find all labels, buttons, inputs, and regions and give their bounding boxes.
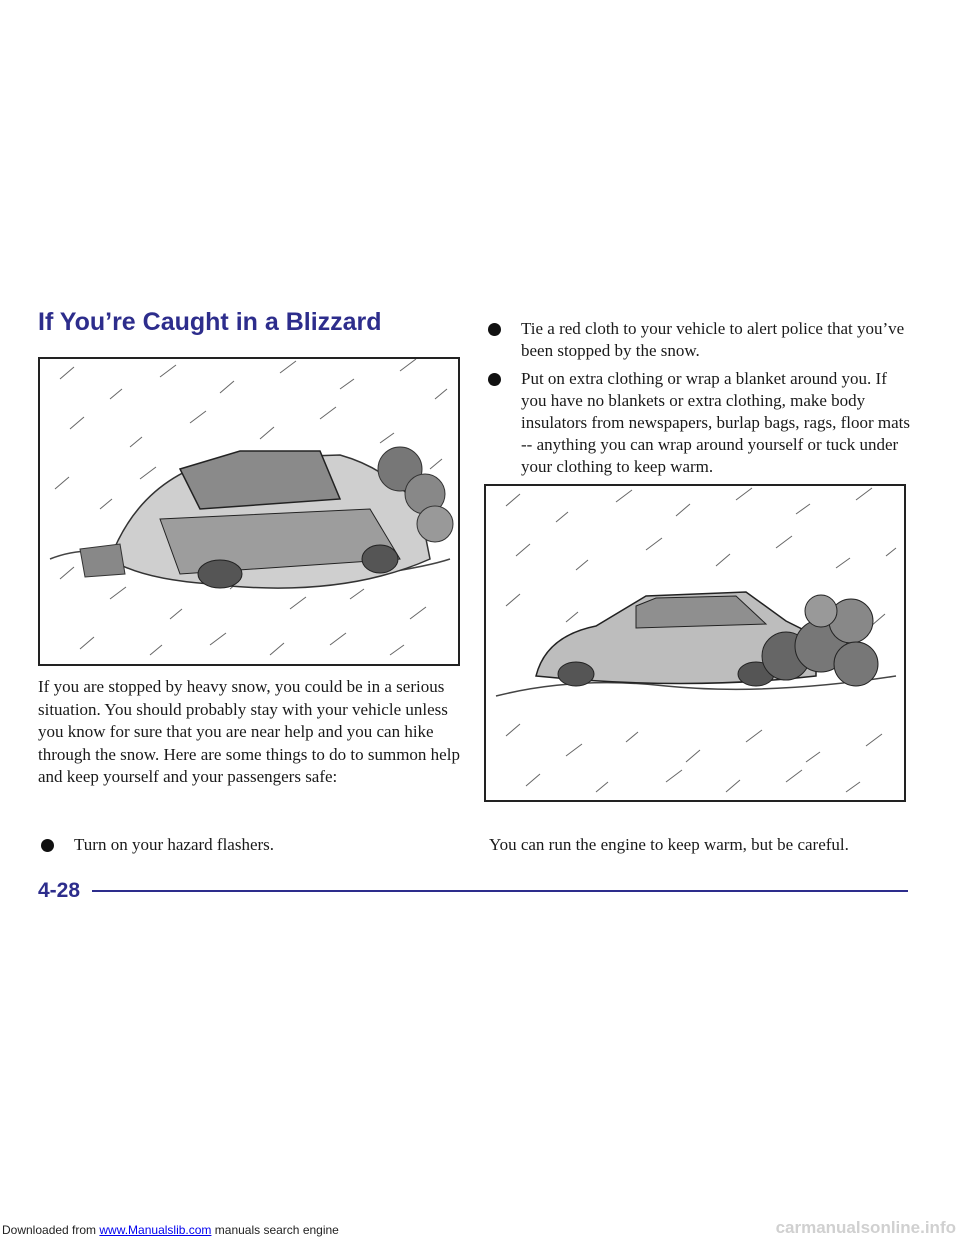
car-exhaust-drawing [486,486,904,800]
bullet-icon [488,373,501,386]
car-in-snow-drawing [40,359,458,664]
bullet-icon [488,323,501,336]
list-item [38,834,468,856]
car-with-exhaust [536,592,878,686]
manualslib-link[interactable]: www.Manualslib.com [99,1223,212,1237]
blizzard-intro-paragraph: If you are stopped by heavy snow, you could be in a serious situation. You should probably stay with your vehicle unless you know for sure that you are near help and you can hike through the snow. Here are some things to do to summon help and keep yourself and your passengers safe: [38,677,460,786]
list-item-text: Turn on your hazard flashers. [74,835,275,854]
source-suffix: manuals search engine [211,1223,339,1237]
engine-exhaust-illustration [484,484,906,802]
safety-steps-list-right [485,318,915,484]
safety-steps-list-left [38,834,468,856]
footer-rule [92,890,908,892]
list-item [485,318,915,362]
illustration-caption: You can run the engine to keep warm, but be careful. [489,835,849,854]
list-item-text: Tie a red cloth to your vehicle to alert police that you’ve been stopped by the snow. [521,319,905,360]
list-item-text: Put on extra clothing or wrap a blanket around you. If you have no blankets or extra clothing, make body insulators from newspapers, burlap bags, rags, floor mats -- anything you can wrap around yourself or tuck under your clothing to keep warm. [521,369,911,476]
page-number: 4-28 [38,879,81,902]
snowy-car [80,447,453,588]
section-title: If You’re Caught in a Blizzard [38,308,382,336]
car-stuck-in-snow-illustration [38,357,460,666]
watermark-text: carmanualsonline.info [775,1218,956,1237]
bullet-icon [41,839,54,852]
source-prefix: Downloaded from [2,1223,100,1237]
download-source-line [2,1223,339,1237]
list-item [485,368,915,478]
